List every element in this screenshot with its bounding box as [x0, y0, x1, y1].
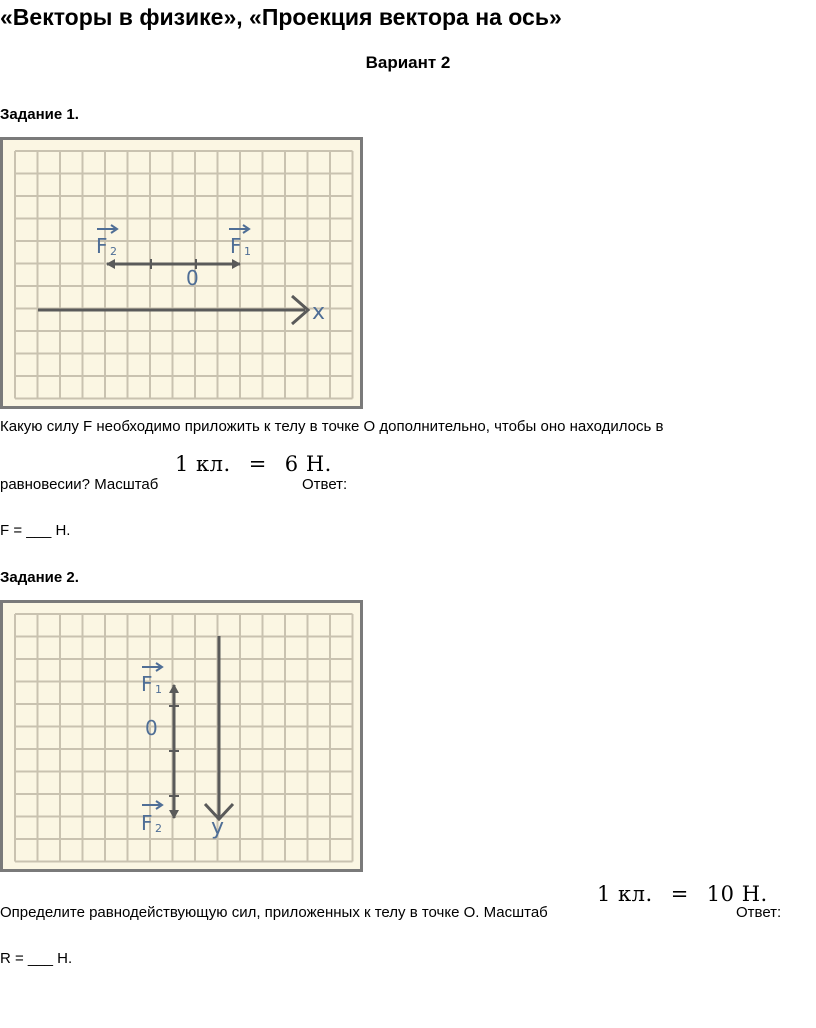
- task1-figure: [0, 137, 363, 409]
- task2-f2-subscript: 2: [155, 822, 162, 835]
- variant-heading: Вариант 2: [365, 53, 451, 72]
- scale-left: 1 кл.: [597, 882, 653, 906]
- task1-answer-line: F = ___ Н.: [0, 522, 71, 539]
- task2-question: Определите равнодействующую сил, приложенных к телу в точке О. Масштаб: [0, 904, 548, 921]
- task2-origin-label: 0: [145, 716, 158, 740]
- task1-grid: [15, 151, 353, 399]
- task2-answer-label: Ответ:: [736, 904, 782, 921]
- scale-right: 10 Н.: [706, 882, 768, 906]
- task1-f2-label: F: [96, 234, 108, 258]
- task1-f1-subscript: 1: [244, 245, 251, 258]
- task1-question-line2: равновесии? Масштаб: [0, 476, 159, 493]
- task1-question-line1: Какую силу F необходимо приложить к телу в точке О дополнительно, чтобы оно находилось в: [0, 418, 664, 435]
- scale-equals: =: [248, 452, 267, 476]
- page-title: «Векторы в физике», «Проекция вектора на ось»: [0, 4, 562, 30]
- task2-grid: [15, 614, 353, 862]
- task2-scale-formula: [597, 882, 768, 906]
- task1-f2-subscript: 2: [110, 245, 117, 258]
- task1-f1-label: F: [230, 234, 242, 258]
- task1-figure-svg: [3, 140, 366, 412]
- task2-axis-label: y: [211, 815, 225, 840]
- task2-figure: [0, 600, 363, 872]
- task1-origin-label: 0: [186, 266, 199, 290]
- scale-left: 1 кл.: [175, 452, 231, 476]
- task2-f2-label: F: [141, 811, 153, 835]
- task2-figure-svg: [3, 603, 366, 875]
- task2-answer-line: R = ___ Н.: [0, 950, 73, 967]
- task2-f1-label: F: [141, 672, 153, 696]
- task2-f1-subscript: 1: [155, 683, 162, 696]
- task1-answer-label: Ответ:: [302, 476, 348, 493]
- task1-axis-label: x: [312, 300, 326, 325]
- scale-right: 6 Н.: [284, 452, 332, 476]
- task2-heading: Задание 2.: [0, 569, 79, 586]
- task1-scale-formula: [175, 452, 332, 476]
- scale-equals: =: [670, 882, 689, 906]
- task1-heading: Задание 1.: [0, 106, 79, 123]
